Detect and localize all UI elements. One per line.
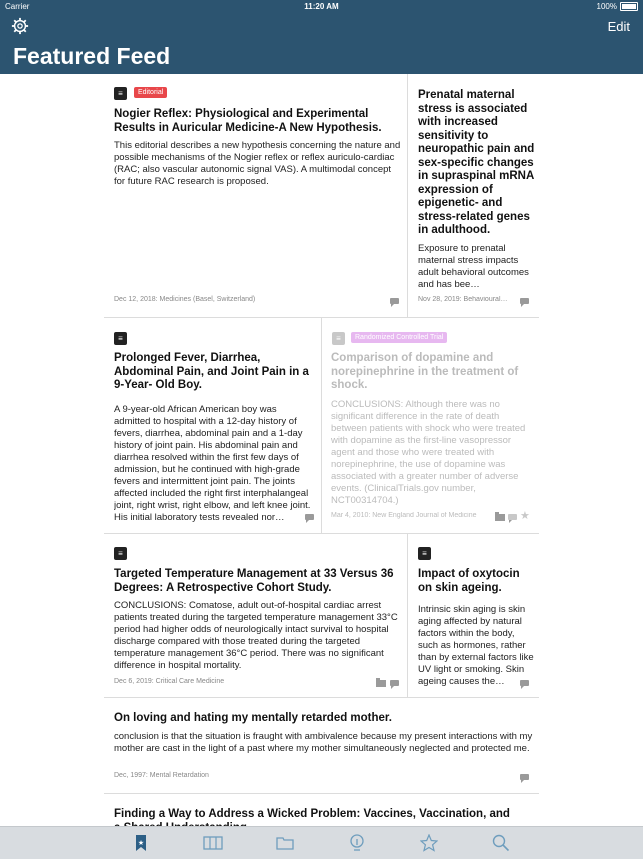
article-type-icon: ≡ — [114, 87, 127, 100]
article-card[interactable] — [408, 74, 539, 318]
folder-icon[interactable] — [376, 680, 386, 687]
article-title: Finding a Way to Address a Wicked Problem: Vaccines, Vaccination, and — [114, 808, 510, 820]
article-title: Targeted Temperature Management at 33 Versus 36 Degrees: A Retrospective Cohort Study. — [114, 568, 394, 594]
search-icon[interactable] — [492, 834, 510, 852]
article-tag: Randomized Controlled Trial — [351, 332, 447, 343]
article-title: Nogier Reflex: Physiological and Experimental Results in Auricular Medicine-A New Hypothesis. — [114, 108, 382, 134]
battery-percent: 100% — [596, 2, 617, 11]
article-meta: Dec 12, 2018: Medicines (Basel, Switzerland) — [114, 296, 256, 303]
favorite-star-icon[interactable]: ★ — [520, 510, 530, 522]
tab-bar — [0, 826, 643, 859]
article-title: Comparison of dopamine and norepinephrine in the treatment of shock. — [331, 352, 519, 391]
svg-text:★: ★ — [137, 840, 145, 847]
comment-icon[interactable] — [305, 514, 314, 520]
article-card[interactable] — [104, 698, 539, 794]
comment-icon[interactable] — [520, 774, 529, 780]
article-abstract: CONCLUSIONS: Comatose, adult out-of-hospital cardiac arrest patients treated during the targeted temperature management 33°C period had higher odds of neurologically intact survival to hospital discharge compared with those treated during the targeted temperature management 36°C period. There was no significant difference in hospital mortality. — [114, 600, 398, 671]
comment-icon[interactable] — [390, 680, 399, 686]
article-meta: Nov 28, 2019: Behavioural… — [418, 296, 508, 303]
article-card[interactable] — [104, 318, 321, 534]
clock: 11:20 AM — [304, 2, 339, 11]
article-type-icon: ≡ — [332, 332, 345, 345]
article-type-icon: ≡ — [114, 547, 127, 560]
article-card[interactable] — [322, 318, 539, 534]
folder-icon[interactable] — [495, 514, 505, 521]
article-title: Prolonged Fever, Diarrhea, Abdominal Pain, and Joint Pain in a 9-Year- Old Boy. — [114, 352, 309, 391]
article-meta: Dec, 1997: Mental Retardation — [114, 772, 209, 779]
article-meta: Mar 4, 2010: New England Journal of Medicine — [331, 512, 477, 519]
battery-indicator — [597, 2, 638, 11]
article-card[interactable] — [104, 534, 408, 698]
battery-icon — [620, 2, 638, 11]
article-abstract: conclusion is that the situation is fraught with ambivalence because my present interactions with my mother are cast in the light of a past where my mother simultaneously neglected and protected me. — [114, 731, 533, 754]
comment-icon[interactable] — [508, 514, 517, 520]
article-title: Impact of oxytocin on skin ageing. — [418, 568, 520, 594]
article-card[interactable] — [104, 74, 408, 318]
comment-icon[interactable] — [520, 680, 529, 686]
carrier-label: Carrier — [5, 2, 30, 11]
edit-button[interactable]: Edit — [607, 19, 630, 34]
status-bar — [0, 0, 643, 14]
journals-icon[interactable] — [203, 834, 223, 852]
article-abstract: CONCLUSIONS: Although there was no significant difference in the rate of death between patients with shock who were treated with dopamine as the first-line vasopressor agent and those who were treated with norepinephrine, the use of dopamine was associated with a greater number of adverse events. (ClinicalTrials.gov number, NCT00314704.) — [331, 399, 526, 506]
article-meta: Dec 6, 2019: Critical Care Medicine — [114, 678, 225, 685]
article-type-icon: ≡ — [418, 547, 431, 560]
nav-header — [0, 0, 643, 74]
folders-icon[interactable] — [276, 834, 294, 852]
article-abstract: A 9-year-old African American boy was admitted to hospital with a 12-day history of fevers, diarrhea, abdominal pain and a 1-day history of joint pain. His abdominal pain and diarrhea resolved within the first few days of admission, but he continued with high-grade fevers and intermittent joint pain. The joints affected included the right first interphalangeal joint, right wrist, right elbow, and left knee joint. His initial laboratory tests revealed nor… — [114, 404, 311, 522]
featured-bookmark-icon[interactable] — [132, 834, 150, 852]
article-abstract: Exposure to prenatal maternal stress impacts adult behavioral outcomes and has bee… — [418, 243, 529, 290]
article-tag: Editorial — [134, 87, 167, 98]
article-type-icon: ≡ — [114, 332, 127, 345]
article-abstract: This editorial describes a new hypothesis concerning the nature and possible mechanisms of the Nogier reflex or reflex auriculo-cardiac (RAC; also vascular autonomic signal VAS). A multimodal concept for future RAC research is proposed. — [114, 140, 401, 187]
article-abstract: Intrinsic skin aging is skin aging affected by natural factors within the body, such as hormones, rather than by external factors like UV light or smoking. Skin ageing causes the… — [418, 604, 534, 687]
favorites-star-icon[interactable] — [420, 834, 438, 852]
article-title: Prenatal maternal stress is associated with increased sensitivity to neuropathic pain and sex-specific changes in supraspinal mRNA expression of epigenetic- and stress-related genes in adulthood. — [418, 89, 535, 236]
comment-icon[interactable] — [390, 298, 399, 304]
article-title: On loving and hating my mentally retarded mother. — [114, 712, 392, 724]
ideas-lightbulb-icon[interactable] — [348, 834, 366, 852]
page-title: Featured Feed — [13, 43, 171, 69]
article-card[interactable] — [408, 534, 539, 698]
comment-icon[interactable] — [520, 298, 529, 304]
settings-gear-icon[interactable] — [11, 17, 29, 35]
